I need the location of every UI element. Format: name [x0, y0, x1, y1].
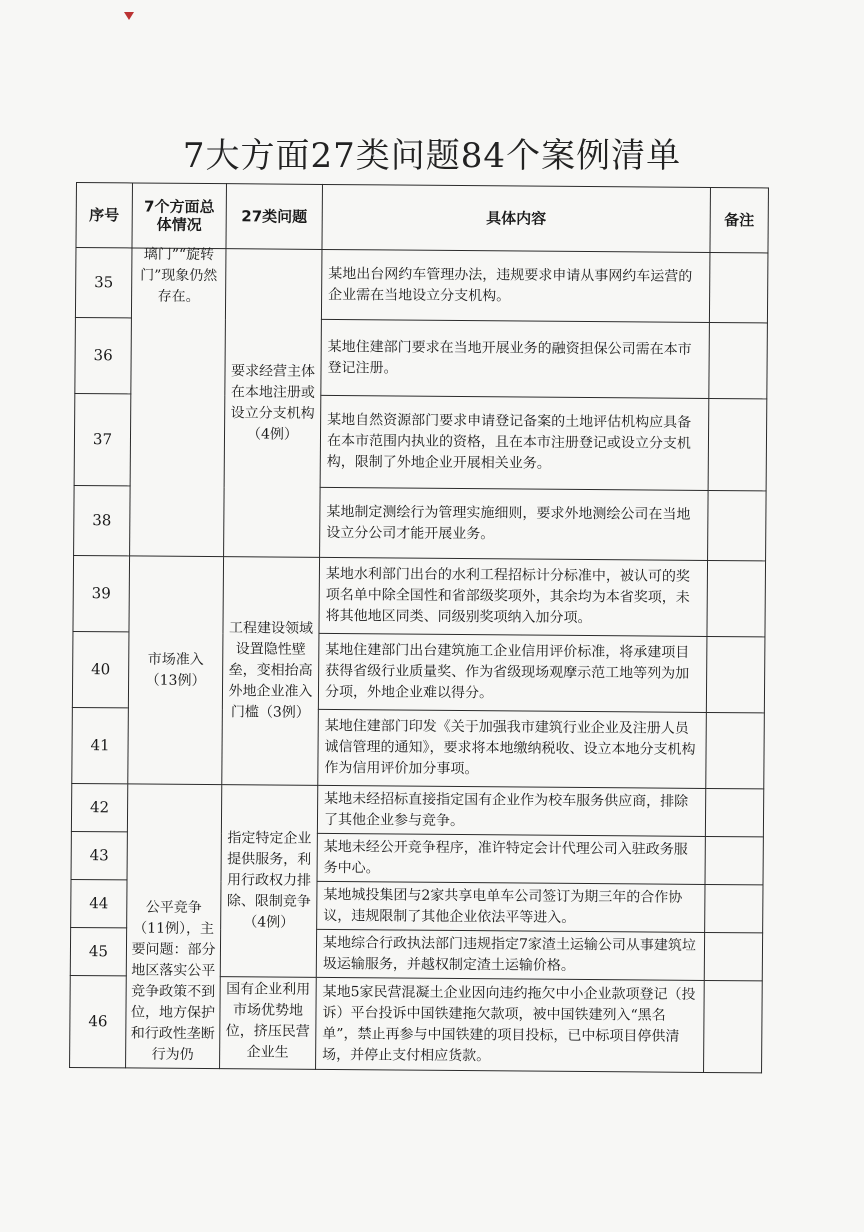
header-category: 27类问题 [226, 184, 323, 250]
row-remark [706, 712, 765, 788]
table-header-row [76, 183, 768, 253]
row-remark [709, 252, 768, 322]
aspect-text: 璃门”“旋转门”现象仍然存在。 [140, 246, 218, 305]
case-table-wrapper [69, 182, 769, 1073]
row-content: 某地综合行政执法部门违规指定7家渣土运输公司从事建筑垃圾运输服务，并越权制定渣土运输价格。 [316, 929, 704, 980]
category-cell-designate: 指定特定企业提供服务，利用行政权力排除、限制竞争（4例） [220, 785, 318, 978]
row-content: 某地5家民营混凝土企业因向违约拖欠中小企业款项登记（投诉）平台投诉中国铁建拖欠款项，被中国铁建列入“黑名单”，禁止再参与中国铁建的项目投标，已中标项目停供清场，并停止支付相应货款。 [316, 977, 705, 1072]
row-seq: 35 [75, 248, 132, 318]
row-content: 某地住建部门要求在当地开展业务的融资担保公司需在本市登记注册。 [321, 319, 710, 398]
header-remark: 备注 [710, 187, 769, 252]
row-seq: 38 [74, 485, 131, 555]
row-content: 某地住建部门印发《关于加强我市建筑行业企业及注册人员诚信管理的通知》，要求将本地缴纳税收、设立本地分支机构作为信用评价加分事项。 [318, 709, 707, 788]
row-seq: 37 [74, 393, 131, 485]
row-remark [705, 884, 763, 932]
header-seq: 序号 [76, 183, 133, 248]
row-seq: 41 [72, 707, 129, 783]
document-title: 7大方面27类问题84个案例清单 [182, 136, 682, 176]
table-row [71, 783, 763, 836]
aspect-cell-continued [130, 248, 226, 557]
row-seq: 40 [72, 631, 129, 707]
row-seq: 44 [71, 879, 127, 927]
row-content: 某地水利部门出台的水利工程招标计分标准中，被认可的奖项名单中除全国性和省部级奖项外，其余均为本省奖项，未将其他地区同类、同级别奖项纳入加分项。 [319, 557, 708, 636]
row-content: 某地未经招标直接指定国有企业作为校车服务供应商，排除了其他企业参与竞争。 [317, 785, 705, 836]
category-cell-soe: 国有企业利用市场优势地位，挤压民营企业生 [220, 977, 317, 1070]
aspect-text: 公平竞争（11例），主要问题：部分地区落实公平竞争政策不到位，地方保护和行政性垄断行为仍 [130, 899, 216, 1063]
row-content: 某地住建部门出台建筑施工企业信用评价标准，将承建项目获得省级行业质量奖、作为省级现场观摩示范工地等列为加分项，外地企业难以得分。 [318, 633, 707, 712]
row-seq: 39 [73, 555, 130, 631]
row-content: 某地制定测绘行为管理实施细则，要求外地测绘公司在当地设立分公司才能开展业务。 [320, 487, 709, 560]
header-aspect: 7个方面总体情况 [132, 183, 227, 249]
aspect-cell-fair-competition [126, 784, 222, 1069]
category-cell-branch: 要求经营主体在本地注册或设立分支机构（4例） [224, 249, 322, 558]
row-remark [704, 932, 762, 980]
row-content: 某地未经公开竞争程序，准许特定会计代理公司入驻政务服务中心。 [317, 833, 705, 884]
table-row [75, 248, 768, 323]
row-seq: 36 [75, 317, 132, 393]
row-remark [708, 490, 767, 560]
row-remark [707, 560, 766, 636]
row-remark [705, 788, 763, 836]
row-content: 某地出台网约车管理办法，违规要求申请从事网约车运营的企业需在当地设立分支机构。 [321, 249, 710, 322]
aspect-cell-market-access: 市场准入（13例） [128, 556, 224, 785]
row-seq: 43 [71, 831, 127, 879]
row-seq: 46 [70, 975, 127, 1067]
row-remark [706, 636, 765, 712]
table-row [73, 555, 766, 636]
category-cell-engineering: 工程建设领域设置隐性壁垒，变相抬高外地企业准入门槛（3例） [222, 557, 320, 786]
row-remark [705, 836, 763, 884]
row-seq: 42 [71, 783, 127, 831]
page-corner-mark [124, 12, 134, 20]
header-content: 具体内容 [322, 184, 710, 252]
row-content: 某地自然资源部门要求申请登记备案的土地评估机构应具备在本市范围内执业的资格，且在本市注册登记或设立分支机构，限制了外地企业开展相关业务。 [320, 395, 709, 490]
row-remark [704, 980, 763, 1072]
case-table [69, 182, 769, 1073]
row-remark [709, 322, 768, 398]
row-content: 某地城投集团与2家共享电单车公司签订为期三年的合作协议，违规限制了其他企业依法平等进入。 [317, 881, 705, 932]
row-seq: 45 [70, 927, 126, 975]
row-remark [708, 398, 767, 490]
